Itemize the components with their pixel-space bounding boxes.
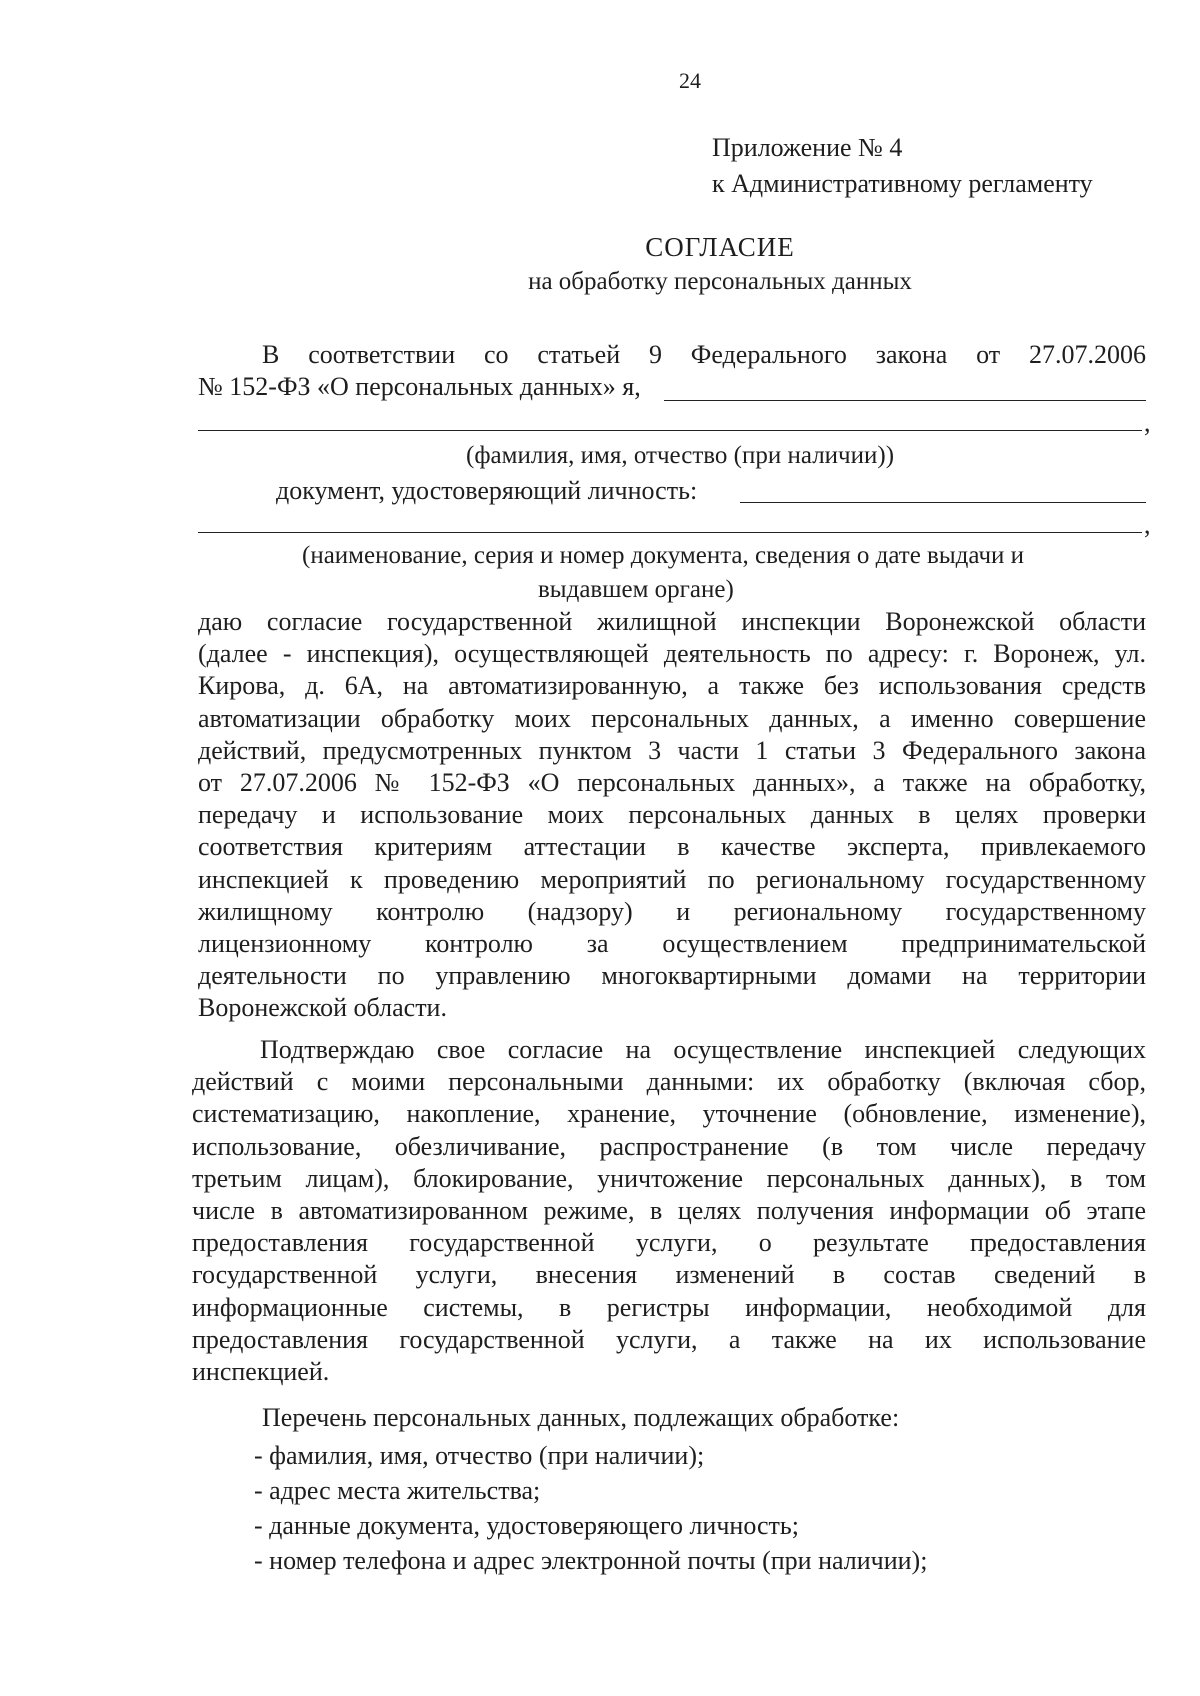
- paragraph-line: деятельности по управлению многоквартирными домами на территории: [198, 961, 1146, 991]
- list-item: - фамилия, имя, отчество (при наличии);: [254, 1441, 705, 1470]
- document-label: документ, удостоверяющий личность:: [276, 476, 698, 505]
- list-item: - номер телефона и адрес электронной почты (при наличии);: [254, 1546, 928, 1575]
- personal-data-list: [262, 1402, 899, 1434]
- document-title: СОГЛАСИЕ: [645, 232, 795, 262]
- appendix-reference: к Административному регламенту: [712, 169, 1093, 198]
- fio-blank-2[interactable]: [198, 430, 1142, 431]
- paragraph-line: числе в автоматизированном режиме, в целях получения информации об этапе: [192, 1195, 1146, 1225]
- document-blank-1[interactable]: [740, 502, 1146, 503]
- paragraph-line: использование, обезличивание, распространение (в том числе передачу: [192, 1131, 1146, 1161]
- paragraph-line: автоматизации обработку моих персональных данных, а именно совершение: [198, 703, 1146, 733]
- paragraph-line: Воронежской области.: [198, 993, 447, 1023]
- paragraph-line: государственной услуги, внесения изменений в состав сведений в: [192, 1260, 1146, 1290]
- page-number: 24: [679, 68, 701, 93]
- intro-line-2: № 152-ФЗ «О персональных данных» я,: [198, 372, 641, 401]
- consent-paragraph: [198, 606, 1146, 1024]
- fio-blank-1[interactable]: [664, 400, 1146, 401]
- document-blank-comma: ,: [1144, 510, 1151, 539]
- paragraph-line: передачу и использование моих персональных данных в целях проверки: [198, 800, 1146, 830]
- paragraph-line: систематизацию, накопление, хранение, уточнение (обновление, изменение),: [192, 1099, 1146, 1129]
- fio-blank-comma: ,: [1144, 408, 1151, 437]
- paragraph-line: Кирова, д. 6А, на автоматизированную, а также без использования средств: [198, 671, 1146, 701]
- paragraph-line: информационные системы, в регистры информации, необходимой для: [192, 1292, 1146, 1322]
- appendix-number: Приложение № 4: [712, 133, 903, 162]
- fio-caption: (фамилия, имя, отчество (при наличии)): [466, 442, 895, 469]
- paragraph-line: даю согласие государственной жилищной инспекции Воронежской области: [198, 607, 1146, 636]
- document-caption-line-2: выдавшем органе): [538, 576, 734, 603]
- personal-data-items: [254, 1438, 927, 1578]
- paragraph-line: лицензионному контролю за осуществлением предпринимательской: [198, 928, 1146, 958]
- document-caption-line-1: (наименование, серия и номер документа, сведения о дате выдачи и: [302, 542, 1025, 569]
- list-heading: Перечень персональных данных, подлежащих обработке:: [262, 1403, 900, 1432]
- paragraph-line: инспекцией.: [192, 1356, 330, 1386]
- appendix-header: [712, 130, 1093, 202]
- paragraph-line: инспекцией к проведению мероприятий по региональному государственному: [198, 864, 1146, 894]
- document-blank-2[interactable]: [198, 532, 1142, 533]
- paragraph-line: жилищному контролю (надзору) и региональному государственному: [198, 896, 1146, 926]
- paragraph-line: предоставления государственной услуги, а также на их использование: [192, 1324, 1146, 1354]
- list-item: - данные документа, удостоверяющего личность;: [254, 1511, 799, 1540]
- paragraph-line: соответствия критериям аттестации в качестве эксперта, привлекаемого: [198, 832, 1146, 862]
- paragraph-line: предоставления государственной услуги, о результате предоставления: [192, 1228, 1146, 1258]
- paragraph-line: третьим лицам), блокирование, уничтожение персональных данных), в том: [192, 1163, 1146, 1193]
- intro-line-1: В соответствии со статьей 9 Федерального закона от 27.07.2006: [262, 340, 1146, 369]
- paragraph-line: от 27.07.2006 № 152-ФЗ «О персональных данных», а также на обработку,: [198, 767, 1146, 797]
- paragraph-line: Подтверждаю свое согласие на осуществление инспекцией следующих: [260, 1035, 1146, 1064]
- list-item: - адрес места жительства;: [254, 1476, 541, 1505]
- paragraph-line: действий с моими персональными данными: их обработку (включая сбор,: [192, 1067, 1146, 1097]
- paragraph-line: действий, предусмотренных пунктом 3 части 1 статьи 3 Федерального закона: [198, 735, 1146, 765]
- paragraph-line: (далее - инспекция), осуществляющей деятельность по адресу: г. Воронеж, ул.: [198, 639, 1146, 669]
- document-subtitle: на обработку персональных данных: [528, 268, 912, 295]
- confirmation-paragraph: [192, 1034, 1146, 1388]
